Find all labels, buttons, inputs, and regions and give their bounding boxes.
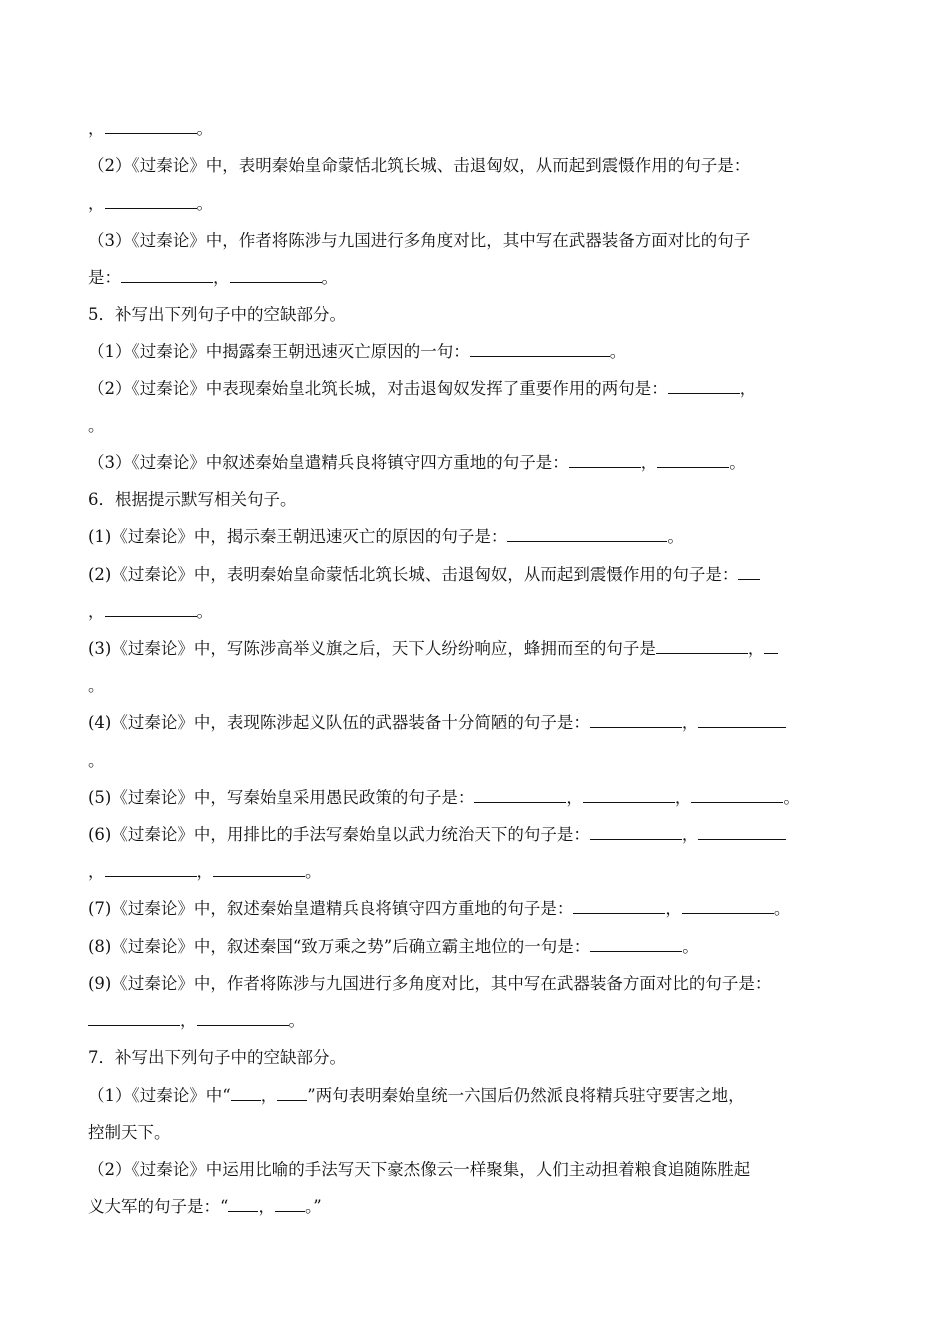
answer-blank[interactable] — [698, 824, 786, 840]
q5-1: （1）《过秦论》中揭露秦王朝迅速灭亡原因的一句： 。 — [88, 342, 627, 361]
answer-blank[interactable] — [590, 712, 682, 728]
answer-blank[interactable] — [105, 861, 197, 877]
answer-blank[interactable] — [691, 787, 783, 803]
answer-blank[interactable] — [197, 1010, 289, 1026]
q4-3-prompt: （3）《过秦论》中，作者将陈涉与九国进行多角度对比，其中写在武器装备方面对比的句子 — [88, 231, 751, 250]
q6-heading: 6．根据提示默写相关句子。 — [88, 490, 297, 509]
q6-7: (7)《过秦论》中，叙述秦始皇遣精兵良将镇守四方重地的句子是： ， 。 — [88, 899, 791, 918]
answer-blank[interactable] — [590, 936, 682, 952]
q7-1: （1）《过秦论》中“ ， ”两句表明秦始皇统一六国后仍然派良将精兵驻守要害之地， — [88, 1086, 745, 1105]
answer-blank[interactable] — [590, 824, 682, 840]
answer-blank[interactable] — [230, 267, 322, 283]
q6-5: (5)《过秦论》中，写秦始皇采用愚民政策的句子是： ， ， 。 — [88, 788, 800, 807]
answer-blank[interactable] — [105, 601, 197, 617]
answer-blank[interactable] — [656, 638, 748, 654]
answer-blank[interactable] — [470, 341, 610, 357]
q6-2: (2)《过秦论》中，表明秦始皇命蒙恬北筑长城、击退匈奴，从而起到震慑作用的句子是： — [88, 564, 868, 586]
answer-blank[interactable] — [105, 193, 197, 209]
q6-4: (4)《过秦论》中，表现陈涉起义队伍的武器装备十分简陋的句子是： ， — [88, 712, 868, 734]
q6-3: (3)《过秦论》中，写陈涉高举义旗之后，天下人纷纷响应，蜂拥而至的句子是 ， — [88, 638, 868, 660]
q7-1-cont: 控制天下。 — [88, 1123, 171, 1142]
answer-blank[interactable] — [682, 898, 774, 914]
q5-2-cont: 。 — [88, 416, 105, 435]
q5-heading: 5．补写出下列句子中的空缺部分。 — [88, 305, 346, 324]
answer-blank[interactable] — [668, 378, 740, 394]
answer-blank[interactable] — [228, 1196, 258, 1212]
q6-6: (6)《过秦论》中，用排比的手法写秦始皇以武力统治天下的句子是： ， — [88, 824, 868, 846]
q5-2: （2）《过秦论》中表现秦始皇北筑长城，对击退匈奴发挥了重要作用的两句是： ， — [88, 379, 757, 398]
q6-3-cont: 。 — [88, 676, 105, 695]
q4-2-answer-line: ， 。 — [88, 119, 213, 138]
answer-blank[interactable] — [231, 1085, 261, 1101]
answer-blank[interactable] — [698, 712, 786, 728]
answer-blank[interactable] — [121, 267, 213, 283]
q4-2-prompt: （2）《过秦论》中，表明秦始皇命蒙恬北筑长城、击退匈奴，从而起到震慑作用的句子是： — [88, 156, 751, 175]
answer-blank[interactable] — [88, 1010, 180, 1026]
answer-blank[interactable] — [583, 787, 675, 803]
q6-4-cont: 。 — [88, 751, 105, 770]
answer-blank[interactable] — [569, 452, 641, 468]
q4-2b-answer-line: ， 。 — [88, 194, 213, 213]
q6-9: (9)《过秦论》中，作者将陈涉与九国进行多角度对比，其中写在武器装备方面对比的句子是： — [88, 974, 772, 993]
answer-blank[interactable] — [275, 1196, 305, 1212]
answer-blank[interactable] — [213, 861, 305, 877]
q4-3-answer-line: 是： ， 。 — [88, 268, 338, 287]
q7-2: （2）《过秦论》中运用比喻的手法写天下豪杰像云一样聚集，人们主动担着粮食追随陈胜起 — [88, 1160, 751, 1179]
answer-blank[interactable] — [105, 118, 197, 134]
q6-2-cont: ， 。 — [88, 602, 213, 621]
q5-3: （3）《过秦论》中叙述秦始皇遣精兵良将镇守四方重地的句子是： ， 。 — [88, 453, 746, 472]
answer-blank[interactable] — [507, 526, 667, 542]
q7-2-cont: 义大军的句子是：“ ， 。” — [88, 1197, 322, 1216]
answer-blank[interactable] — [474, 787, 566, 803]
q6-1: (1)《过秦论》中，揭示秦王朝迅速灭亡的原因的句子是： 。 — [88, 527, 684, 546]
answer-blank[interactable] — [573, 898, 665, 914]
q7-heading: 7．补写出下列句子中的空缺部分。 — [88, 1048, 346, 1067]
answer-blank[interactable] — [657, 452, 729, 468]
q6-8: (8)《过秦论》中，叙述秦国“致万乘之势”后确立霸主地位的一句是： 。 — [88, 937, 699, 956]
answer-blank[interactable] — [277, 1085, 307, 1101]
q6-9-cont: ， 。 — [88, 1010, 868, 1032]
answer-blank[interactable] — [738, 564, 760, 580]
q6-6-cont: ， ， 。 — [88, 862, 322, 881]
answer-blank[interactable] — [764, 638, 778, 654]
